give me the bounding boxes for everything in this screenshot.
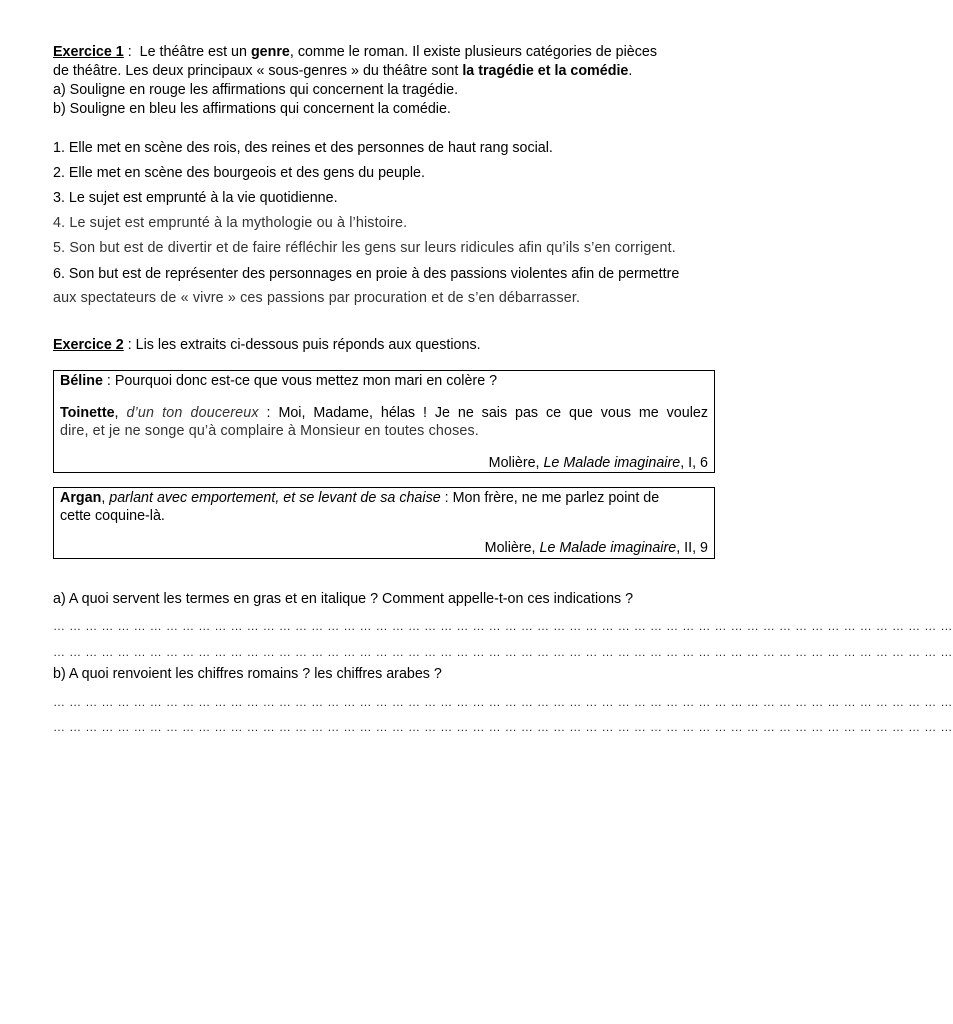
answer-line-a-1[interactable]: … … … … … … … … … … … … … … … … … … … … … … … … … … … … … … … … … … … … … … … … … … … … … … … … … … … … … … … … xyxy=(53,619,953,633)
statement-1: 1. Elle met en scène des rois, des reines et des personnes de haut rang social. xyxy=(53,140,553,156)
exercise-2-intro xyxy=(53,336,717,355)
dialogue-text: : Mon frère, ne me parlez point de xyxy=(440,490,660,506)
statement-6: 6. Son but est de représenter des personnages en proie à des passions violentes afin de permettre xyxy=(53,266,680,282)
question-a: a) A quoi servent les termes en gras et en italique ? Comment appelle-t-on ces indications ? xyxy=(53,591,634,607)
task-a: a) Souligne en rouge les affirmations qui concernent la tragédie. xyxy=(53,82,459,98)
statement-3: 3. Le sujet est emprunté à la vie quotidienne. xyxy=(53,190,338,206)
intro-text: de théâtre. Les deux principaux « sous-genres » du théâtre sont xyxy=(53,63,463,79)
separator: , xyxy=(101,490,110,506)
statement-4: 4. Le sujet est emprunté à la mythologie ou à l’histoire. xyxy=(53,215,408,231)
intro-text: : Lis les extraits ci-dessous puis réponds aux questions. xyxy=(123,337,481,353)
statement-6-continued: aux spectateurs de « vivre » ces passions par procuration et de s’en débarrasser. xyxy=(53,290,581,306)
intro-bold-subgenres: la tragédie et la comédie xyxy=(462,63,629,79)
stage-direction: d’un ton doucereux xyxy=(126,405,259,421)
answer-line-b-2[interactable]: … … … … … … … … … … … … … … … … … … … … … … … … … … … … … … … … … … … … … … … … … … … … … … … … … … … … … … … … xyxy=(53,720,953,734)
separator: , xyxy=(114,405,127,421)
excerpt-1-line-1 xyxy=(60,372,497,391)
reference-author: Molière, xyxy=(488,455,544,471)
speaker-name: Argan xyxy=(60,490,102,506)
reference-title: Le Malade imaginaire xyxy=(543,455,681,471)
intro-text: . xyxy=(628,63,633,79)
task-b: b) Souligne en bleu les affirmations qui concernent la comédie. xyxy=(53,101,451,117)
excerpt-1-reference xyxy=(489,454,708,473)
stage-direction: parlant avec emportement, et se levant de sa chaise xyxy=(109,490,441,506)
intro-text: , comme le roman. Il existe plusieurs catégories de pièces xyxy=(289,44,657,60)
speaker-name: Béline xyxy=(60,373,103,389)
answer-line-a-2[interactable]: … … … … … … … … … … … … … … … … … … … … … … … … … … … … … … … … … … … … … … … … … … … … … … … … … … … … … … … … xyxy=(53,645,953,659)
answer-line-b-1[interactable]: … … … … … … … … … … … … … … … … … … … … … … … … … … … … … … … … … … … … … … … … … … … … … … … … … … … … … … … … xyxy=(53,695,953,709)
reference-title: Le Malade imaginaire xyxy=(539,540,677,556)
reference-act-scene: , II, 9 xyxy=(676,540,708,556)
statement-5: 5. Son but est de divertir et de faire réfléchir les gens sur leurs ridicules afin qu’ils s’en corrigent. xyxy=(53,240,676,256)
excerpt-box-2 xyxy=(53,487,715,559)
exercise-2-title: Exercice 2 xyxy=(53,337,124,353)
question-b: b) A quoi renvoient les chiffres romains ? les chiffres arabes ? xyxy=(53,666,442,682)
dialogue-text: : Moi, Madame, hélas ! Je ne sais pas ce que vous me voulez xyxy=(258,405,708,421)
reference-author: Molière, xyxy=(484,540,540,556)
reference-act-scene: , I, 6 xyxy=(680,455,708,471)
excerpt-1-line-2 xyxy=(60,404,708,423)
excerpt-1-line-3: dire, et je ne songe qu’à complaire à Monsieur en toutes choses. xyxy=(60,423,479,439)
intro-text: : Le théâtre est un xyxy=(123,44,251,60)
excerpt-2-line-1 xyxy=(60,489,659,508)
statement-2: 2. Elle met en scène des bourgeois et des gens du peuple. xyxy=(53,165,425,181)
excerpt-box-1 xyxy=(53,370,715,473)
exercise-1-intro xyxy=(53,43,717,119)
intro-bold-genre: genre xyxy=(250,44,290,60)
exercise-1-title: Exercice 1 xyxy=(53,44,124,60)
excerpt-2-line-2: cette coquine-là. xyxy=(60,508,165,524)
speaker-name: Toinette xyxy=(60,405,115,421)
excerpt-2-reference xyxy=(485,539,708,558)
dialogue-text: : Pourquoi donc est-ce que vous mettez mon mari en colère ? xyxy=(102,373,498,389)
